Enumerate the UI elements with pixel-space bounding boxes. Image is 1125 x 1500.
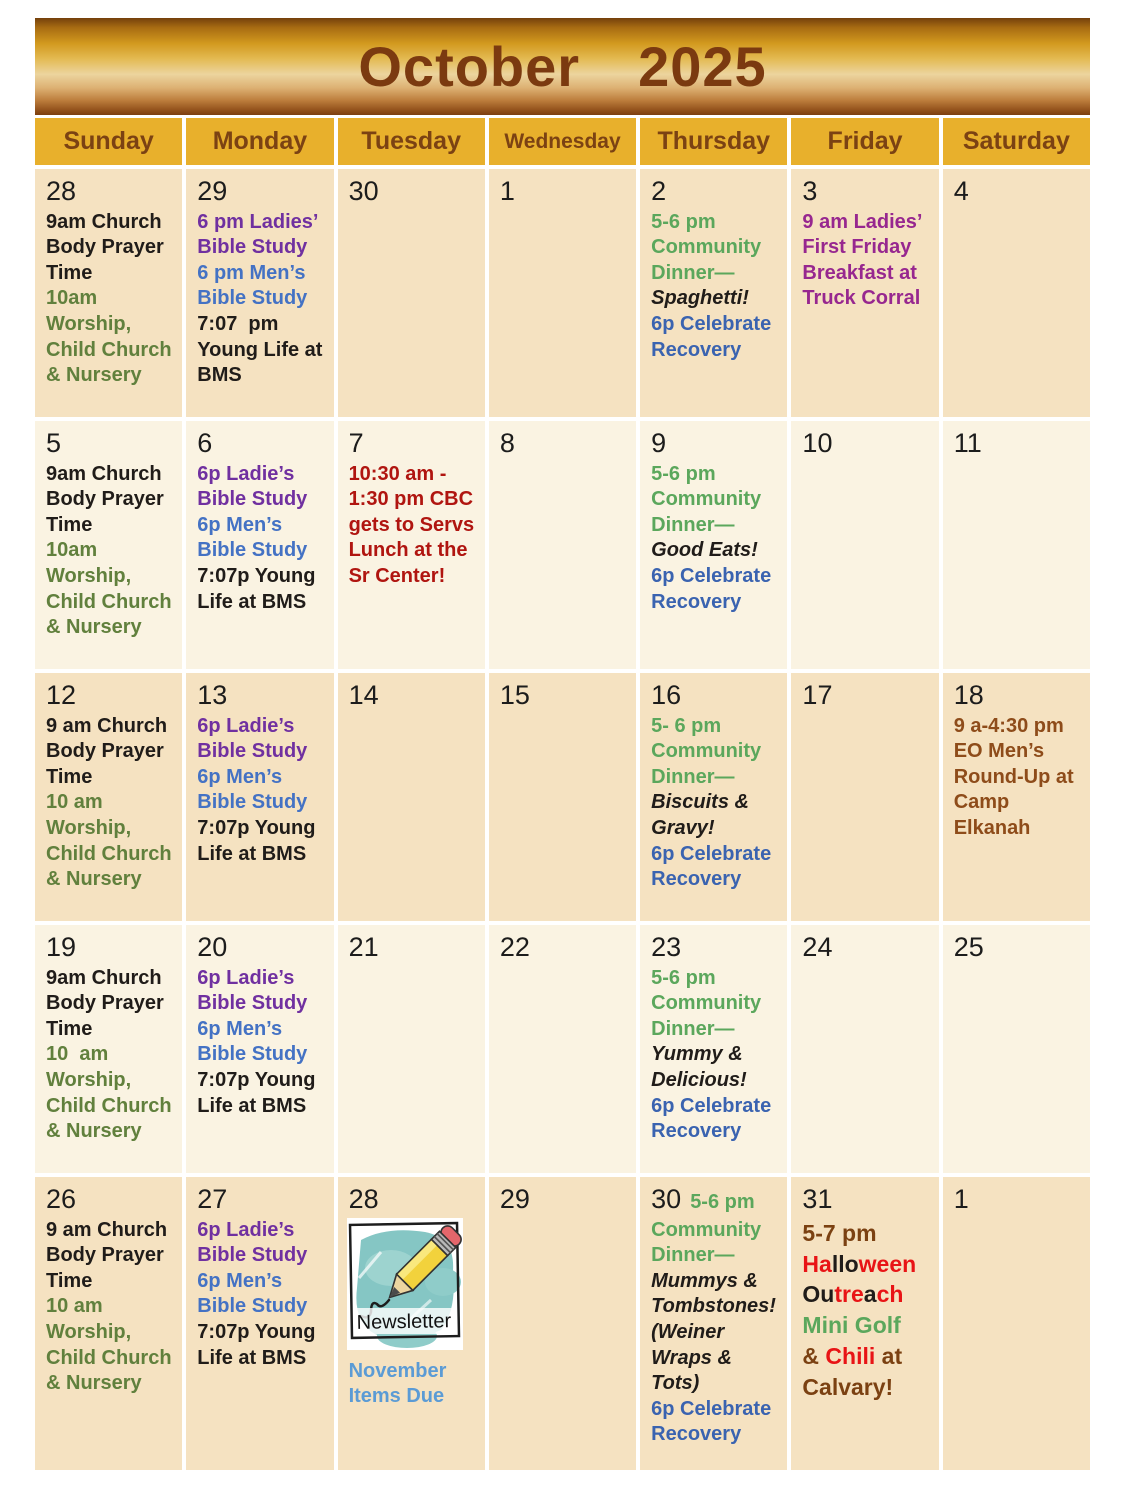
event-text-segment: Ou	[802, 1281, 835, 1308]
day-number: 22	[499, 932, 530, 962]
day-number-row	[46, 681, 177, 711]
day-number-row	[651, 429, 782, 459]
event-text-segment: 7:07p Young Life at BMS	[197, 1069, 322, 1117]
day-cell-10	[791, 421, 938, 669]
event-text	[954, 714, 1085, 842]
day-number-row	[954, 681, 1085, 711]
event-text-segment: Ha	[802, 1250, 832, 1277]
day-number-row	[954, 177, 1085, 207]
day-number: 16	[651, 680, 682, 710]
day-number: 29	[197, 176, 228, 206]
event-text-segment: 7:07p Young Life at BMS	[197, 817, 322, 865]
day-number-row	[197, 681, 328, 711]
day-number-row	[46, 933, 177, 963]
day-number-row	[651, 1185, 782, 1215]
day-cell-18	[943, 673, 1090, 921]
day-number-row	[802, 681, 933, 711]
day-cell-4	[943, 169, 1090, 417]
event-text-segment: ch	[876, 1281, 904, 1308]
day-number: 1	[499, 176, 515, 206]
event-text-segment: &	[802, 1342, 826, 1369]
day-number-row	[197, 429, 328, 459]
event-text	[46, 1042, 177, 1144]
day-cell-1	[489, 169, 636, 417]
day-cell-30	[640, 1177, 787, 1470]
title-month: October	[358, 35, 581, 98]
day-number: 11	[953, 428, 982, 458]
event-text-segment: ween	[858, 1250, 917, 1277]
day-number: 9	[651, 428, 667, 458]
day-cell-22	[489, 925, 636, 1173]
day-number: 4	[953, 176, 969, 206]
event-text-segment: 5-6 pm Community Dinner—	[651, 462, 767, 536]
day-number-row	[651, 177, 782, 207]
event-text	[802, 1218, 933, 1249]
day-cell-31	[791, 1177, 938, 1470]
day-number: 2	[651, 176, 667, 206]
day-number: 7	[348, 428, 364, 458]
day-cell-6	[186, 421, 333, 669]
day-number: 27	[197, 1184, 228, 1214]
event-text-segment: llo	[831, 1250, 859, 1277]
event-text	[46, 790, 177, 892]
event-text	[46, 714, 177, 791]
event-text	[197, 462, 328, 513]
day-cell-9	[640, 421, 787, 669]
event-text	[349, 1359, 480, 1410]
event-text-segment: Spaghetti!	[651, 287, 749, 310]
day-cell-26	[35, 1177, 182, 1470]
event-text-segment: 6p Celebrate Recovery	[651, 1094, 777, 1143]
event-text-segment: 7:07p Young Life at BMS	[197, 1321, 322, 1369]
event-text-segment: 6p Ladie’s Bible Study	[197, 1218, 308, 1267]
event-text-segment: 6p Men’s Bible Study	[197, 765, 308, 814]
event-text-segment: 10:30 am - 1:30 pm CBC gets to Servs Lunch at the Sr Center!	[348, 462, 480, 588]
event-text	[651, 462, 782, 539]
day-number-row	[500, 933, 631, 963]
event-text	[46, 1294, 177, 1396]
day-cell-28	[338, 1177, 485, 1470]
event-text-segment: 6p Celebrate Recovery	[651, 313, 777, 361]
event-text-segment: 9 am Church Body Prayer Time	[46, 1218, 173, 1292]
event-text-segment: 6p Ladie’s Bible Study	[197, 714, 308, 763]
day-number: 5	[46, 428, 62, 458]
event-text-segment: November Items Due	[348, 1359, 452, 1408]
event-text	[197, 1068, 328, 1119]
event-text-segment: Mini Golf	[802, 1312, 901, 1339]
event-text-segment: Community Dinner—	[651, 1218, 767, 1267]
day-header-friday: Friday	[791, 118, 938, 165]
day-number-row	[500, 681, 631, 711]
newsletter-pencil-icon	[347, 1218, 463, 1350]
day-number-row	[500, 429, 631, 459]
event-text	[651, 1269, 782, 1397]
day-number-row	[954, 933, 1085, 963]
event-text-segment: tre	[834, 1281, 864, 1308]
event-text	[46, 462, 177, 539]
day-number-row	[349, 933, 480, 963]
day-number: 19	[46, 932, 77, 962]
day-cell-29	[186, 169, 333, 417]
event-text	[197, 210, 328, 261]
day-number: 10	[802, 428, 833, 458]
day-number: 26	[46, 1184, 77, 1214]
day-number-row	[802, 1185, 933, 1215]
day-number-row	[500, 1185, 631, 1215]
day-cell-28	[35, 169, 182, 417]
event-text-segment: 6p Men’s Bible Study	[197, 513, 308, 562]
event-text-segment: 6 pm Men’s Bible Study	[197, 261, 312, 310]
day-number-row	[46, 177, 177, 207]
event-text	[651, 1042, 782, 1093]
day-header-monday: Monday	[186, 118, 333, 165]
day-number: 6	[197, 428, 213, 458]
day-number: 12	[46, 680, 77, 710]
event-text-segment: 9am Church Body Prayer Time	[46, 210, 170, 284]
event-text-segment: 9 a-4:30 pm EO Men’s Round-Up at Camp Elkanah	[953, 714, 1080, 840]
event-text-segment: 5-6 pm Community Dinner—	[651, 210, 767, 284]
day-cell-17	[791, 673, 938, 921]
event-text	[651, 538, 782, 564]
event-text	[802, 1279, 933, 1310]
event-text	[197, 513, 328, 564]
day-number: 18	[953, 680, 984, 710]
day-number: 17	[802, 680, 833, 710]
day-number: 14	[348, 680, 379, 710]
event-text-segment: 9am Church Body Prayer Time	[46, 966, 170, 1040]
day-header-thursday: Thursday	[640, 118, 787, 165]
event-text	[197, 1320, 328, 1371]
calendar-title-banner	[35, 18, 1090, 115]
day-number: 25	[953, 932, 984, 962]
event-text	[46, 286, 177, 388]
event-text	[651, 966, 782, 1043]
day-number: 15	[499, 680, 530, 710]
day-cell-1	[943, 1177, 1090, 1470]
day-number-row	[802, 933, 933, 963]
day-number: 20	[197, 932, 228, 962]
day-number: 8	[499, 428, 515, 458]
day-number: 30	[651, 1184, 682, 1214]
event-text-segment: 6p Celebrate Recovery	[651, 565, 777, 613]
event-text-segment: Mummys & Tombstones! (Weiner Wraps & Tots)	[651, 1269, 782, 1395]
event-text	[197, 564, 328, 615]
day-number-row	[349, 177, 480, 207]
event-text-segment: 9 am Church Body Prayer Time	[46, 714, 173, 788]
day-header-sunday: Sunday	[35, 118, 182, 165]
event-text-segment: at Calvary!	[802, 1342, 909, 1400]
day-cell-23	[640, 925, 787, 1173]
day-number-row	[46, 1185, 177, 1215]
event-text	[46, 1218, 177, 1295]
day-number: 29	[499, 1184, 530, 1214]
day-number-row	[197, 1185, 328, 1215]
day-cell-8	[489, 421, 636, 669]
day-number: 24	[802, 932, 833, 962]
event-text-segment: 10am Worship, Child Church & Nursery	[46, 539, 178, 639]
day-number-row	[349, 681, 480, 711]
event-text	[651, 714, 782, 791]
day-cell-25	[943, 925, 1090, 1173]
event-text-segment: 6p Men’s Bible Study	[197, 1269, 308, 1318]
day-number-row	[46, 429, 177, 459]
day-number: 13	[197, 680, 228, 710]
day-number-row	[954, 1185, 1085, 1215]
event-text-segment: Biscuits & Gravy!	[651, 791, 755, 840]
event-text-segment: Good Eats!	[651, 539, 758, 562]
event-text-segment: 9am Church Body Prayer Time	[46, 462, 170, 536]
event-text-segment: 5- 6 pm Community Dinner—	[651, 714, 767, 788]
day-header-saturday: Saturday	[943, 118, 1090, 165]
day-number-row	[651, 681, 782, 711]
event-text	[197, 312, 328, 389]
event-text	[651, 1094, 782, 1145]
event-text	[651, 210, 782, 287]
event-text-segment: 10 am Worship, Child Church & Nursery	[46, 1043, 178, 1143]
event-text	[197, 261, 328, 312]
day-number: 1	[953, 1184, 969, 1214]
event-text-segment: 6p Celebrate Recovery	[651, 1397, 777, 1446]
event-text-segment: Yummy & Delicious!	[651, 1043, 749, 1092]
event-text-segment: 6p Ladie’s Bible Study	[197, 966, 308, 1015]
event-text	[651, 1397, 782, 1448]
event-text	[46, 210, 177, 287]
day-header-tuesday: Tuesday	[338, 118, 485, 165]
event-text	[802, 1310, 933, 1341]
event-text-segment: 10 am Worship, Child Church & Nursery	[46, 1295, 178, 1395]
day-number-row	[197, 933, 328, 963]
day-number-row	[954, 429, 1085, 459]
page-title	[358, 34, 766, 99]
event-text	[197, 1269, 328, 1320]
day-number-row	[197, 177, 328, 207]
event-text	[651, 1218, 782, 1269]
title-year: 2025	[638, 35, 767, 98]
event-text-segment: 10 am Worship, Child Church & Nursery	[46, 791, 178, 891]
day-cell-12	[35, 673, 182, 921]
day-cell-20	[186, 925, 333, 1173]
event-text	[651, 842, 782, 893]
day-cell-15	[489, 673, 636, 921]
day-header-wednesday: Wednesday	[489, 118, 636, 165]
event-text-segment: 7:07p Young Life at BMS	[197, 565, 322, 613]
event-text	[197, 714, 328, 765]
day-number: 3	[802, 176, 818, 206]
day-cell-7	[338, 421, 485, 669]
day-cell-11	[943, 421, 1090, 669]
event-text	[197, 1017, 328, 1068]
day-number-row	[349, 1185, 480, 1215]
event-text-segment: 6p Celebrate Recovery	[651, 842, 777, 891]
day-cell-27	[186, 1177, 333, 1470]
day-cell-24	[791, 925, 938, 1173]
day-number: 23	[651, 932, 682, 962]
day-number-row	[802, 429, 933, 459]
day-cell-30	[338, 169, 485, 417]
day-number: 21	[348, 932, 379, 962]
day-cell-13	[186, 673, 333, 921]
event-text	[651, 286, 782, 312]
event-text-segment: a	[863, 1281, 877, 1308]
day-cell-16	[640, 673, 787, 921]
event-text-segment: Chili	[825, 1342, 876, 1369]
event-text-segment: 7:07 pm Young Life at BMS	[197, 313, 329, 387]
day-number-row	[349, 429, 480, 459]
event-text	[197, 765, 328, 816]
event-text-segment: 6p Men’s Bible Study	[197, 1017, 308, 1066]
event-text	[46, 538, 177, 640]
day-cell-2	[640, 169, 787, 417]
event-text-segment: 6 pm Ladies’ Bible Study	[197, 210, 323, 259]
day-cell-19	[35, 925, 182, 1173]
day-cell-5	[35, 421, 182, 669]
day-number: 28	[348, 1184, 379, 1214]
event-text-segment: 5-6 pm Community Dinner—	[651, 966, 767, 1040]
calendar-grid	[35, 169, 1090, 1470]
day-number-row	[500, 177, 631, 207]
event-text-segment: 9 am Ladies’ First Friday Breakfast at Truck Corral	[802, 210, 927, 310]
svg-text:Newsletter: Newsletter	[356, 1309, 451, 1334]
day-number-row	[651, 933, 782, 963]
event-text-segment: 10am Worship, Child Church & Nursery	[46, 287, 178, 387]
day-cell-14	[338, 673, 485, 921]
event-text	[197, 816, 328, 867]
day-number: 30	[348, 176, 379, 206]
event-text	[651, 312, 782, 363]
event-text	[802, 1341, 933, 1403]
event-text	[349, 462, 480, 590]
day-cell-29	[489, 1177, 636, 1470]
event-text-segment: 5-6 pm	[690, 1191, 755, 1213]
day-number-row	[802, 177, 933, 207]
event-text	[651, 790, 782, 841]
day-cell-3	[791, 169, 938, 417]
event-text	[802, 1249, 933, 1280]
event-text	[46, 966, 177, 1043]
day-cell-21	[338, 925, 485, 1173]
event-text	[197, 966, 328, 1017]
event-text	[802, 210, 933, 312]
event-text	[651, 564, 782, 615]
event-text-segment: 6p Ladie’s Bible Study	[197, 462, 308, 511]
day-number: 31	[802, 1184, 833, 1214]
day-header-row	[35, 118, 1090, 165]
day-number: 28	[46, 176, 77, 206]
event-text	[197, 1218, 328, 1269]
event-text-segment: 5-7 pm	[802, 1219, 877, 1246]
